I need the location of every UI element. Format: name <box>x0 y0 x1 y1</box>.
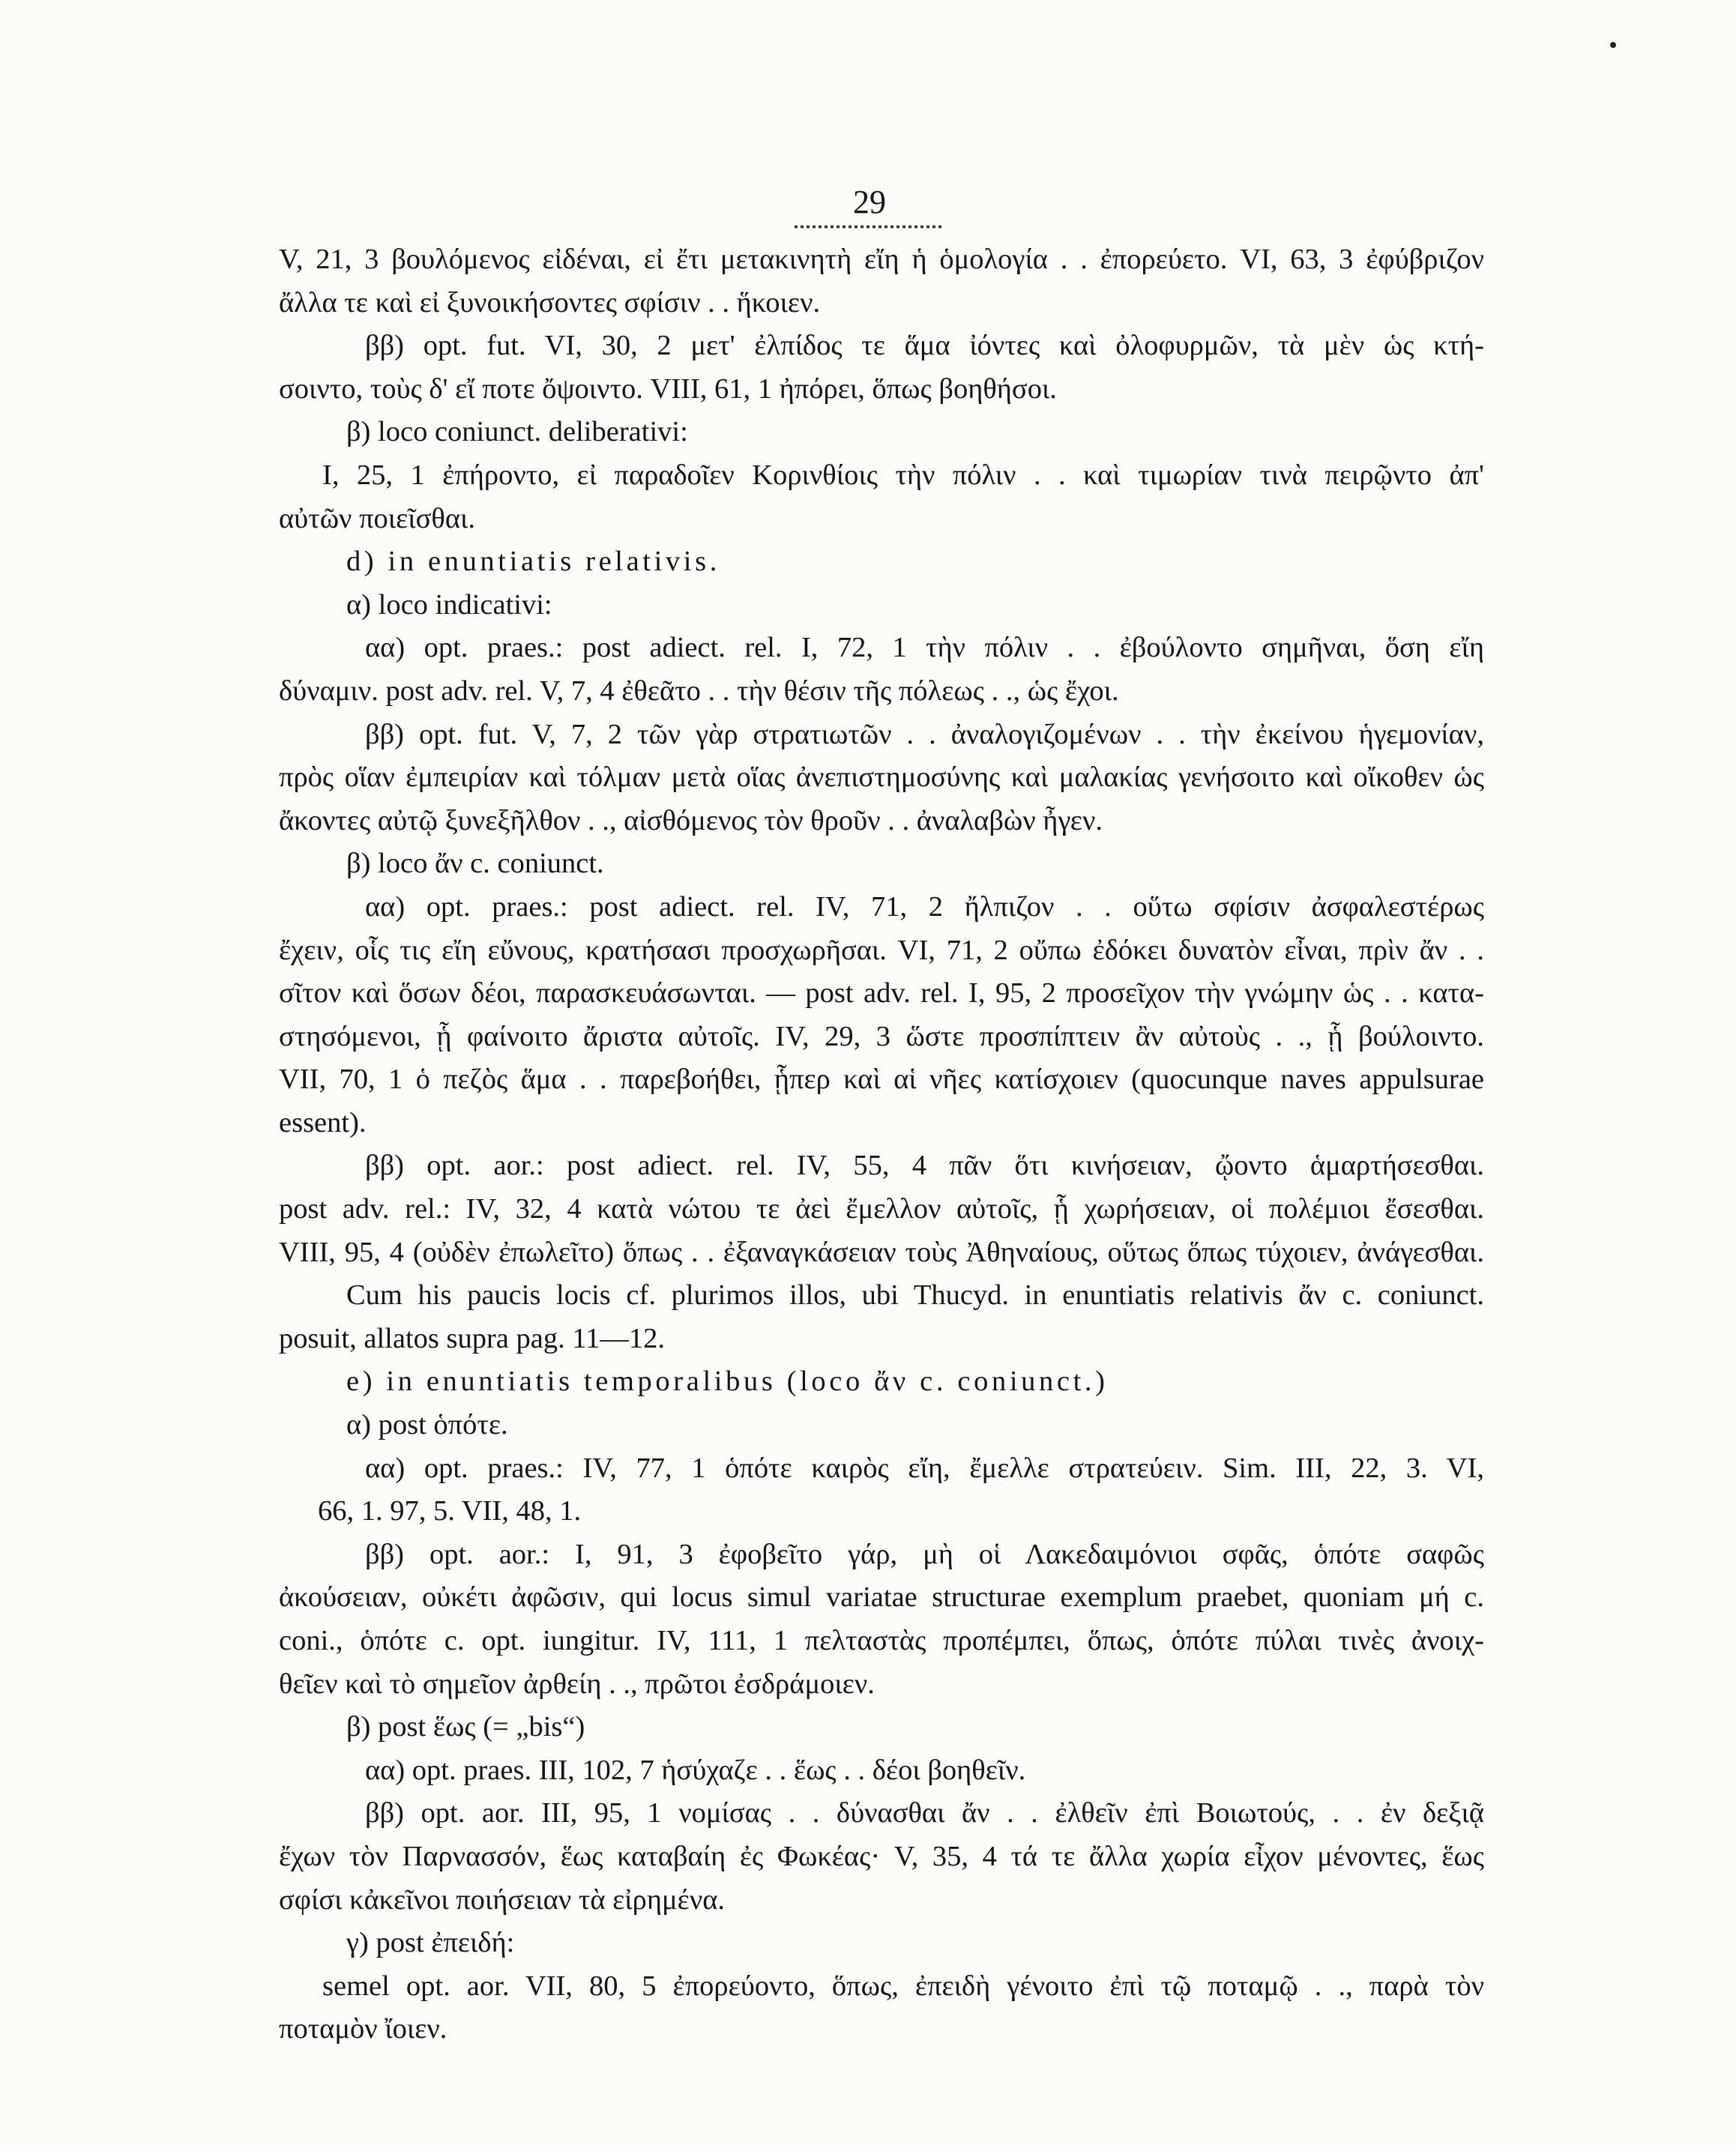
text-line: Cum his paucis locis cf. plurimos illos, ubi Thucyd. in enuntiatis relativis ἄν c. coniunct. <box>346 1279 1484 1312</box>
text-line: coni., ὁπότε c. opt. iungitur. IV, 111, 1 πελταστὰς προπέμπει, ὅπως, ὁπότε πύλαι τινὲς ἀνοιχ- <box>279 1625 1484 1656</box>
text-line: d) in enuntiatis relativis. <box>346 546 720 578</box>
text-line: αα) opt. praes.: IV, 77, 1 ὁπότε καιρὸς εἴη, ἔμελλε στρατεύειν. Sim. III, 22, 3. VI, <box>365 1452 1484 1484</box>
text-line: β) loco coniunct. deliberativi: <box>346 416 688 448</box>
text-line: ἔχων τὸν Παρνασσόν, ἕως καταβαίη ἐς Φωκέας· V, 35, 4 τά τε ἄλλα χωρία εἶχον μένοντες, ἕως <box>279 1840 1484 1872</box>
text-line: α) loco indicativi: <box>346 588 552 621</box>
text-line: θεῖεν καὶ τὸ σημεῖον ἀρθείη . ., πρῶτοι ἐσδράμοιεν. <box>279 1668 875 1700</box>
text-line: ββ) opt. aor.: I, 91, 3 ἐφοβεῖτο γάρ, μὴ οἱ Λακεδαιμόνιοι σφᾶς, ὁπότε σαφῶς <box>365 1538 1484 1570</box>
text-line: semel opt. aor. VII, 80, 5 ἐπορεύοντο, ὅπως, ἐπειδὴ γένοιτο ἐπὶ τῷ ποταμῷ . ., παρὰ τὸν <box>322 1970 1484 2002</box>
text-line: σοιντο, τοὺς δ' εἴ ποτε ὄψοιντο. VIII, 61, 1 ἠπόρει, ὅπως βοηθήσοι. <box>279 372 1057 405</box>
text-line: post adv. rel.: IV, 32, 4 κατὰ νώτου τε ἀεὶ ἔμελλον αὐτοῖς, ᾗ χωρήσειαν, οἱ πολέμιοι ἔσεσθαι. <box>279 1193 1484 1225</box>
text-line: β) post ἕως (= „bis“) <box>346 1711 585 1743</box>
text-line: essent). <box>279 1106 367 1138</box>
text-line: ἄκοντες αὐτῷ ξυνεξῆλθον . ., αἰσθόμενος τὸν θροῦν . . ἀναλαβὼν ἦγεν. <box>279 804 1103 836</box>
text-line: 66, 1. 97, 5. VII, 48, 1. <box>318 1495 582 1527</box>
text-line: α) post ὁπότε. <box>346 1409 508 1441</box>
ink-dot <box>1610 42 1616 48</box>
text-line: I, 25, 1 ἐπήροντο, εἰ παραδοῖεν Κορινθίοις τὴν πόλιν . . καὶ τιμωρίαν τινὰ πειρῷντο ἀπ' <box>322 459 1484 491</box>
text-line: δύναμιν. post adv. rel. V, 7, 4 ἐθεᾶτο . . τὴν θέσιν τῆς πόλεως . ., ὡς ἔχοι. <box>279 675 1119 707</box>
body-text <box>279 238 1484 2051</box>
text-line: στησόμενοι, ᾗ φαίνοιτο ἄριστα αὐτοῖς. IV, 29, 3 ὥστε προσπίπτειν ἂν αὐτοὺς . ., ᾗ βούλοιντο. <box>279 1020 1484 1052</box>
text-line: αα) opt. praes.: post adiect. rel. I, 72, 1 τὴν πόλιν . . ἐβούλοντο σημῆναι, ὅση εἴη <box>365 632 1484 664</box>
text-line: ἀκούσειαν, οὐκέτι ἀφῶσιν, qui locus simul variatae structurae exemplum praebet, quoniam μή c. <box>279 1581 1484 1614</box>
text-line: αα) opt. praes.: post adiect. rel. IV, 71, 2 ἤλπιζον . . οὕτω σφίσιν ἀσφαλεστέρως <box>365 890 1484 923</box>
text-line: πρὸς οἵαν ἐμπειρίαν καὶ τόλμαν μετὰ οἵας ἀνεπιστημοσύνης καὶ μαλακίας γενήσοιτο καὶ οἴκοθεν ὡς <box>279 761 1484 794</box>
text-line: ββ) opt. fut. V, 7, 2 τῶν γὰρ στρατιωτῶν . . ἀναλογιζομένων . . τὴν ἐκείνου ἡγεμονίαν, <box>365 718 1484 750</box>
page-number: 29 <box>853 184 886 220</box>
text-line: ἄλλα τε καὶ εἰ ξυνοικήσοντες σφίσιν . . ἥκοιεν. <box>279 286 821 319</box>
text-line: αὐτῶν ποιεῖσθαι. <box>279 502 475 534</box>
text-line: ββ) opt. fut. VI, 30, 2 μετ' ἐλπίδος τε ἅμα ἰόντες καὶ ὀλοφυρμῶν, τὰ μὲν ὡς κτή- <box>365 330 1484 362</box>
text-line: VII, 70, 1 ὁ πεζὸς ἅμα . . παρεβοήθει, ᾗπερ καὶ αἱ νῆες κατίσχοιεν (quocunque naves appulsurae <box>279 1064 1484 1096</box>
text-line: ββ) opt. aor.: post adiect. rel. IV, 55, 4 πᾶν ὅτι κινήσειαν, ᾤοντο ἁμαρτήσεσθαι. <box>365 1150 1484 1182</box>
text-line: γ) post ἐπειδή: <box>346 1927 515 1959</box>
text-line: ποταμὸν ἴοιεν. <box>279 2013 447 2045</box>
text-line: ββ) opt. aor. III, 95, 1 νομίσας . . δύνασθαι ἄν . . ἐλθεῖν ἐπὶ Βοιωτούς, . . ἐν δεξιᾷ <box>365 1797 1484 1829</box>
text-line: ἔχειν, οἷς τις εἴη εὔνους, κρατήσασι προσχωρῆσαι. VI, 71, 2 οὔπω ἐδόκει δυνατὸν εἶναι, πρὶν ἄν . . <box>279 934 1484 966</box>
text-line: σφίσι κἀκεῖνοι ποιήσειαν τὰ εἰρημένα. <box>279 1883 726 1916</box>
text-line: V, 21, 3 βουλόμενος εἰδέναι, εἰ ἔτι μετακινητὴ εἴη ἡ ὁμολογία . . ἐπορεύετο. VI, 63, 3 ἐφύβριζον <box>279 244 1484 275</box>
text-line: posuit, allatos supra pag. 11—12. <box>279 1322 666 1354</box>
text-line: β) loco ἄν c. coniunct. <box>346 848 604 880</box>
text-line: σῖτον καὶ ὅσων δέοι, παρασκευάσωνται. — post adv. rel. I, 95, 2 προσεῖχον τὴν γνώμην ὡς . . κατα- <box>279 977 1484 1010</box>
text-line: e) in enuntiatis temporalibus (loco ἄν c. coniunct.) <box>346 1366 1109 1398</box>
wavy-rule <box>795 222 944 231</box>
text-line: αα) opt. praes. III, 102, 7 ἡσύχαζε . . ἕως . . δέοι βοηθεῖν. <box>365 1754 1026 1786</box>
text-line: VIII, 95, 4 (οὐδὲν ἐπωλεῖτο) ὅπως . . ἐξαναγκάσειαν τοὺς Ἀθηναίους, οὕτως ὅπως τύχοιεν, ἀνάγεσθαι. <box>279 1236 1484 1268</box>
